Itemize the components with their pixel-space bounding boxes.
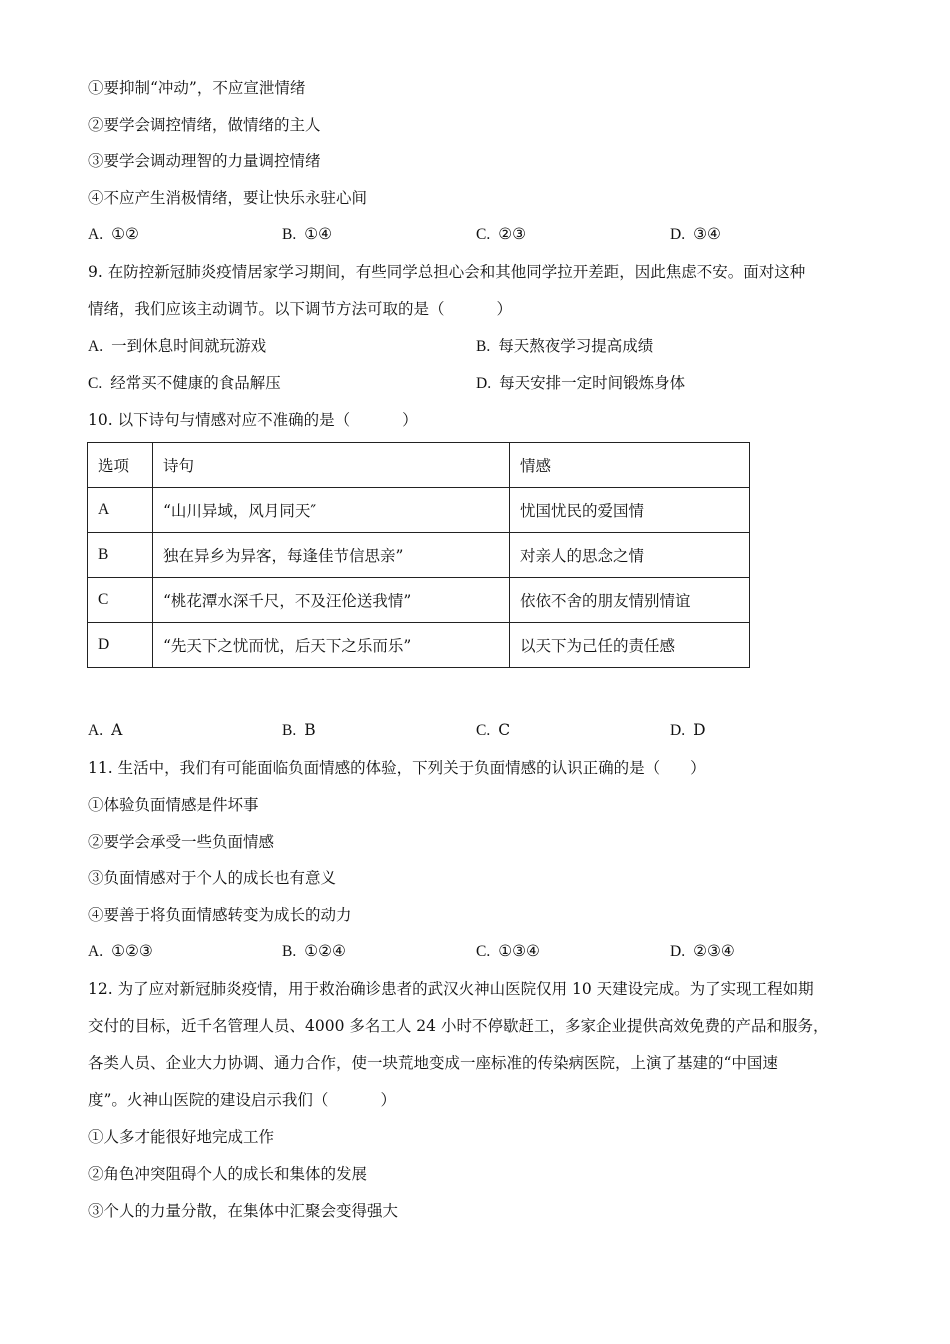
choice-key: C. — [476, 226, 491, 243]
choice-text: ②③ — [498, 225, 527, 243]
table-row — [88, 623, 750, 668]
q12-statement-3: ③个人的力量分散，在集体中汇聚会变得强大 — [88, 1202, 399, 1220]
choice-key: A. — [88, 943, 104, 960]
choice-text: C — [498, 721, 511, 739]
q11-stem-close: ） — [690, 759, 706, 777]
choice-key: D. — [670, 722, 686, 739]
q11-statement-1: ①体验负面情感是件坏事 — [88, 796, 259, 814]
choice-key: B. — [282, 226, 297, 243]
q12-stem-text: 度”。火神山医院的建设启示我们（ — [88, 1091, 329, 1109]
choice-text: 一到休息时间就玩游戏 — [111, 337, 267, 355]
table-header-row — [88, 443, 750, 488]
q10-stem-text: 10. 以下诗句与情感对应不准确的是（ — [88, 411, 351, 429]
q11-statement-2: ②要学会承受一些负面情感 — [88, 833, 275, 851]
q8-statement-1: ①要抑制“冲动”，不应宣泄情绪 — [88, 79, 306, 97]
q11-stem-text: 11. 生活中，我们有可能面临负面情感的体验，下列关于负面情感的认识正确的是（ — [88, 759, 661, 777]
cell-emotion: 依依不舍的朋友情别情谊 — [510, 578, 750, 623]
q11-stem — [88, 757, 706, 779]
cell-emotion: 忧国忧民的爱国情 — [510, 488, 750, 533]
choice-text: 每天安排一定时间锻炼身体 — [499, 374, 686, 392]
choice-key: A. — [88, 226, 104, 243]
choice-key: C. — [476, 722, 491, 739]
q9-stem-line-2 — [88, 298, 512, 320]
choice-key: C. — [476, 943, 491, 960]
q8-choice-a[interactable] — [88, 223, 139, 246]
q8-choice-c[interactable] — [476, 223, 526, 246]
q8-statement-3: ③要学会调动理智的力量调控情绪 — [88, 152, 321, 170]
q10-choice-b[interactable] — [282, 719, 316, 742]
table-row — [88, 488, 750, 533]
q11-statement-3: ③负面情感对于个人的成长也有意义 — [88, 869, 337, 887]
q11-choice-a[interactable] — [88, 940, 153, 963]
choice-text: ①②③ — [111, 942, 153, 960]
choice-text: ①②④ — [304, 942, 346, 960]
q12-stem-close: ） — [380, 1091, 396, 1109]
q9-stem-close: ） — [496, 300, 513, 318]
table-row — [88, 578, 750, 623]
q12-stem-line-4 — [88, 1089, 396, 1111]
q10-table — [87, 442, 750, 668]
choice-key: C. — [88, 375, 103, 392]
q12-stem-line-1: 12. 为了应对新冠肺炎疫情，用于救治确诊患者的武汉火神山医院仅用 10 天建设完成。为了实现工程如期 — [88, 980, 814, 998]
q9-choice-d[interactable] — [476, 372, 685, 395]
table-row — [88, 533, 750, 578]
cell-option: D — [88, 623, 153, 668]
q10-stem-close: ） — [402, 411, 418, 429]
q8-statement-4: ④不应产生消极情绪，要让快乐永驻心间 — [88, 189, 368, 207]
q9-choice-c[interactable] — [88, 372, 281, 395]
q8-choice-d[interactable] — [670, 223, 721, 246]
q11-statement-4: ④要善于将负面情感转变为成长的动力 — [88, 906, 352, 924]
choice-key: A. — [88, 338, 104, 355]
choice-key: D. — [476, 375, 492, 392]
cell-emotion: 以天下为己任的责任感 — [510, 623, 750, 668]
q9-choice-b[interactable] — [476, 335, 653, 358]
q11-choice-b[interactable] — [282, 940, 346, 963]
q10-choice-a[interactable] — [88, 719, 122, 742]
q12-stem-line-3: 各类人员、企业大力协调、通力合作，使一块荒地变成一座标准的传染病医院，上演了基建的“中国速 — [88, 1054, 778, 1072]
q11-choice-d[interactable] — [670, 940, 735, 963]
header-option: 选项 — [88, 443, 153, 488]
choice-text: ①③④ — [498, 942, 540, 960]
cell-poem: 独在异乡为异客，每逢佳节信思亲” — [153, 533, 510, 578]
choice-text: B — [304, 721, 316, 739]
q12-statement-2: ②角色冲突阻碍个人的成长和集体的发展 — [88, 1165, 368, 1183]
q12-statement-1: ①人多才能很好地完成工作 — [88, 1128, 275, 1146]
cell-poem: “桃花潭水深千尺，不及汪伦送我情” — [153, 578, 510, 623]
choice-text: ①④ — [304, 225, 333, 243]
choice-text: 每天熬夜学习提高成绩 — [498, 337, 654, 355]
q12-stem-line-2: 交付的目标，近千名管理人员、4000 多名工人 24 小时不停歇赶工，多家企业提供高效免费的产品和服务， — [88, 1017, 829, 1035]
cell-option: A — [88, 488, 153, 533]
cell-option: C — [88, 578, 153, 623]
cell-poem: “山川异域，风月同天″ — [153, 488, 510, 533]
choice-text: D — [693, 721, 706, 739]
choice-key: B. — [282, 722, 297, 739]
choice-text: ①② — [111, 225, 139, 243]
q9-stem-text: 情绪，我们应该主动调节。以下调节方法可取的是（ — [88, 300, 445, 318]
choice-key: D. — [670, 226, 686, 243]
q11-choice-c[interactable] — [476, 940, 540, 963]
cell-option: B — [88, 533, 153, 578]
header-poem: 诗句 — [153, 443, 510, 488]
choice-key: B. — [282, 943, 297, 960]
cell-emotion: 对亲人的思念之情 — [510, 533, 750, 578]
choice-text: ②③④ — [693, 942, 735, 960]
q10-choice-c[interactable] — [476, 719, 510, 742]
choice-text: 经常买不健康的食品解压 — [110, 374, 281, 392]
header-emotion: 情感 — [510, 443, 750, 488]
choice-key: D. — [670, 943, 686, 960]
q10-choice-d[interactable] — [670, 719, 706, 742]
q8-choice-b[interactable] — [282, 223, 332, 246]
cell-poem: “先天下之忧而忧，后天下之乐而乐” — [153, 623, 510, 668]
choice-text: A — [111, 721, 123, 739]
q9-stem-line-1: 9. 在防控新冠肺炎疫情居家学习期间，有些同学总担心会和其他同学拉开差距，因此焦虑不安。面对这种 — [88, 263, 806, 281]
q8-statement-2: ②要学会调控情绪，做情绪的主人 — [88, 116, 321, 134]
choice-key: A. — [88, 722, 104, 739]
choice-text: ③④ — [693, 225, 721, 243]
choice-key: B. — [476, 338, 491, 355]
q9-choice-a[interactable] — [88, 335, 266, 358]
q10-stem — [88, 409, 418, 431]
